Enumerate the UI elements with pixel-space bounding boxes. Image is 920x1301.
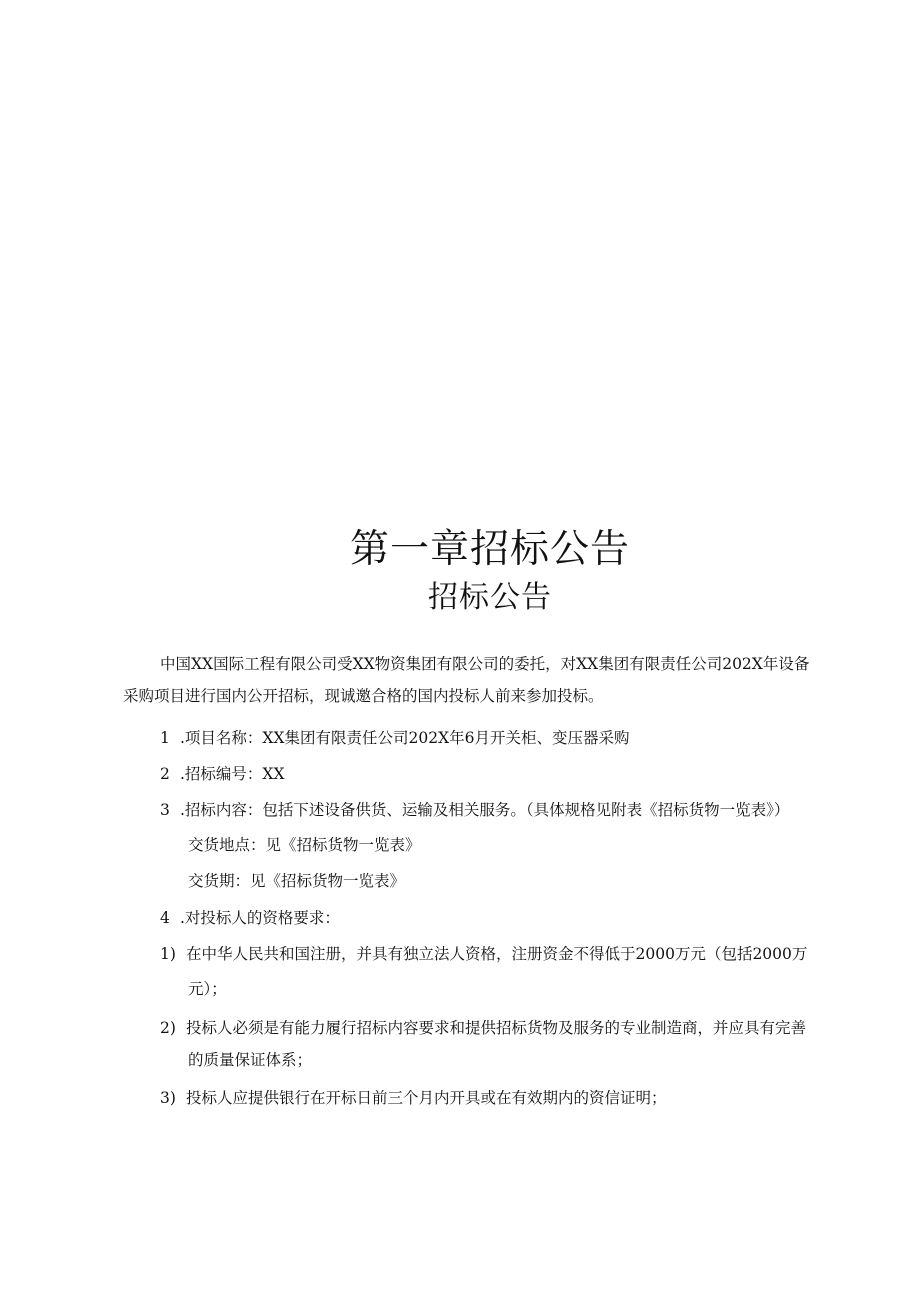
requirement-1-line-2 (188, 977, 227, 1001)
requirement-number: 1) (160, 945, 176, 963)
item-text: .对投标人的资格要求： (180, 909, 340, 927)
delivery-period (188, 869, 405, 893)
item-bidder-qualification (160, 906, 340, 930)
item-text: .项目名称：XX集团有限责任公司202X年6月开关柜、变压器采购 (180, 729, 630, 747)
item-tender-content (160, 798, 789, 822)
requirement-text: 投标人必须是有能力履行招标内容要求和提供招标货物及服务的专业制造商，并应具有完善 (186, 1019, 807, 1037)
requirement-1-line-1 (160, 942, 807, 966)
delivery-location (188, 833, 421, 857)
requirement-text: 元）； (188, 980, 227, 998)
delivery-location-text: 交货地点：见《招标货物一览表》 (188, 836, 421, 854)
section-title: 招标公告 (428, 580, 552, 615)
requirement-text: 投标人应提供银行在开标日前三个月内开具或在有效期内的资信证明； (186, 1089, 667, 1107)
item-text: .招标编号：XX (180, 765, 285, 783)
requirement-2-line-1 (160, 1016, 806, 1040)
item-tender-number (160, 762, 285, 786)
requirement-number: 2) (160, 1019, 176, 1037)
intro-paragraph-line-2: 采购项目进行国内公开招标，现诚邀合格的国内投标人前来参加投标。 (123, 687, 604, 705)
requirement-3 (160, 1086, 667, 1110)
item-number: 2 (160, 765, 170, 783)
requirement-text: 的质量保证体系； (188, 1051, 313, 1069)
chapter-title: 第一章招标公告 (349, 527, 630, 572)
delivery-period-text: 交货期：见《招标货物一览表》 (188, 872, 406, 890)
item-number: 4 (160, 909, 170, 927)
item-number: 3 (160, 801, 170, 819)
requirement-2-line-2 (188, 1048, 312, 1072)
requirement-number: 3) (160, 1089, 176, 1107)
intro-paragraph-line-1: 中国XX国际工程有限公司受XX物资集团有限公司的委托，对XX集团有限责任公司202X年设备 (160, 655, 810, 673)
item-project-name (160, 726, 629, 750)
item-text: .招标内容：包括下述设备供货、运输及相关服务。（具体规格见附表《招标货物一览表》） (180, 801, 790, 819)
item-number: 1 (160, 729, 170, 747)
requirement-text: 在中华人民共和国注册，并具有独立法人资格，注册资金不得低于2000万元（包括2000万 (186, 945, 808, 963)
